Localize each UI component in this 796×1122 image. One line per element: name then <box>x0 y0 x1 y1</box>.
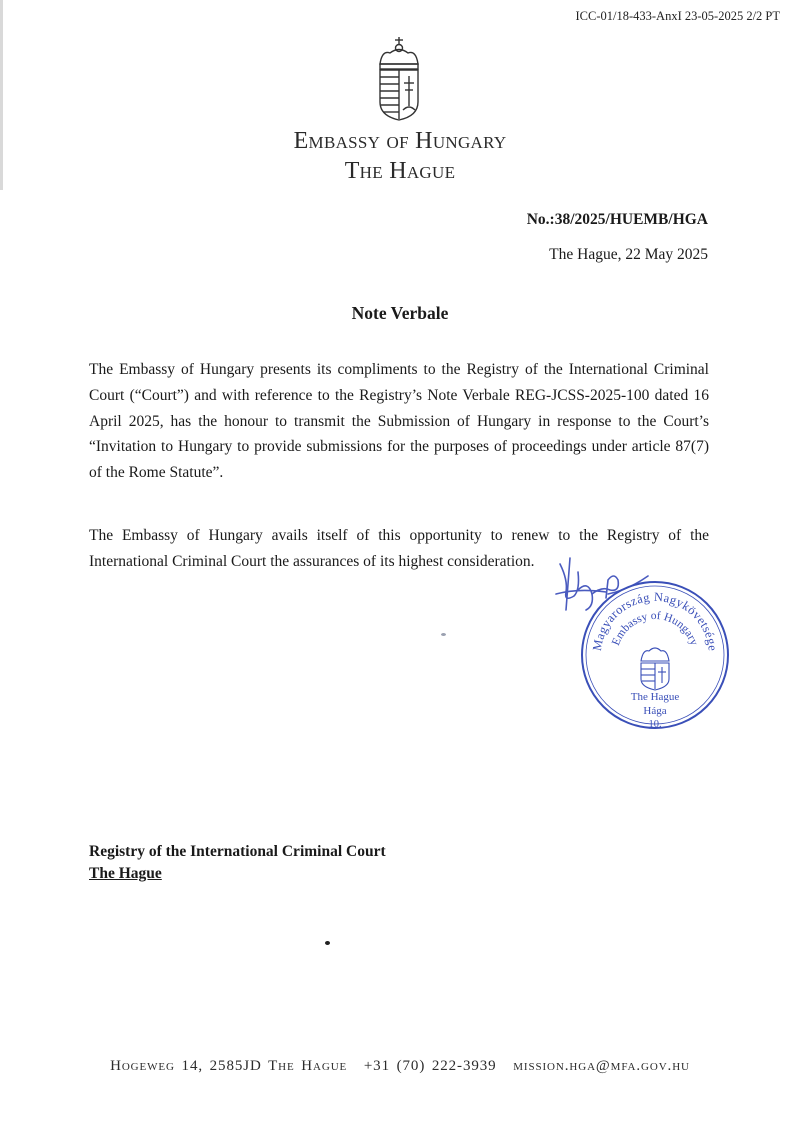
svg-text:10.: 10. <box>648 719 662 730</box>
hungarian-coat-of-arms-icon <box>374 36 424 122</box>
scan-speck <box>441 633 446 636</box>
document-title: Note Verbale <box>351 303 449 323</box>
place-and-date: The Hague, 22 May 2025 <box>549 246 708 263</box>
svg-text:The Hague: The Hague <box>630 691 680 703</box>
footer-phone: +31 (70) 222-3939 <box>363 1058 497 1074</box>
embassy-city: The Hague <box>344 158 456 184</box>
embassy-name: Embassy of Hungary <box>293 128 507 154</box>
svg-text:Embassy of Hungary: Embassy of Hungary <box>610 609 700 648</box>
addressee-name: Registry of the International Criminal Court <box>89 843 386 860</box>
body-paragraph: The Embassy of Hungary presents its compliments to the Registry of the International Criminal Court (“Court”) and with reference to the Registry’s Note Verbale REG-JCSS-2025-100 dated 16 April 2025, has the honour to transmit the Submission of Hungary in response to the Court’s “Invitation to Hungary to provide submissions for the purposes of proceedings under article 87(7) of the Rome Statute”. <box>89 361 709 482</box>
note-number: No.:38/2025/HUEMB/HGA <box>526 211 708 228</box>
document-reference: ICC-01/18-433-AnxI 23-05-2025 2/2 PT <box>575 9 780 23</box>
letterhead-footer <box>0 1058 796 1075</box>
addressee-block <box>89 841 386 885</box>
scan-speck <box>325 941 330 945</box>
addressee-city: The Hague <box>89 865 162 882</box>
svg-text:Magyarország Nagykövetsége: Magyarország Nagykövetsége <box>589 589 720 652</box>
embassy-official-stamp <box>575 575 735 735</box>
footer-email: mission.hga@mfa.gov.hu <box>513 1058 690 1074</box>
svg-text:Hága: Hága <box>643 705 667 717</box>
footer-address: Hogeweg 14, 2585JD The Hague <box>110 1058 348 1074</box>
body-paragraph: The Embassy of Hungary avails itself of this opportunity to renew to the Registry of the International Criminal Court the assurances of its highest consideration. <box>89 527 709 570</box>
